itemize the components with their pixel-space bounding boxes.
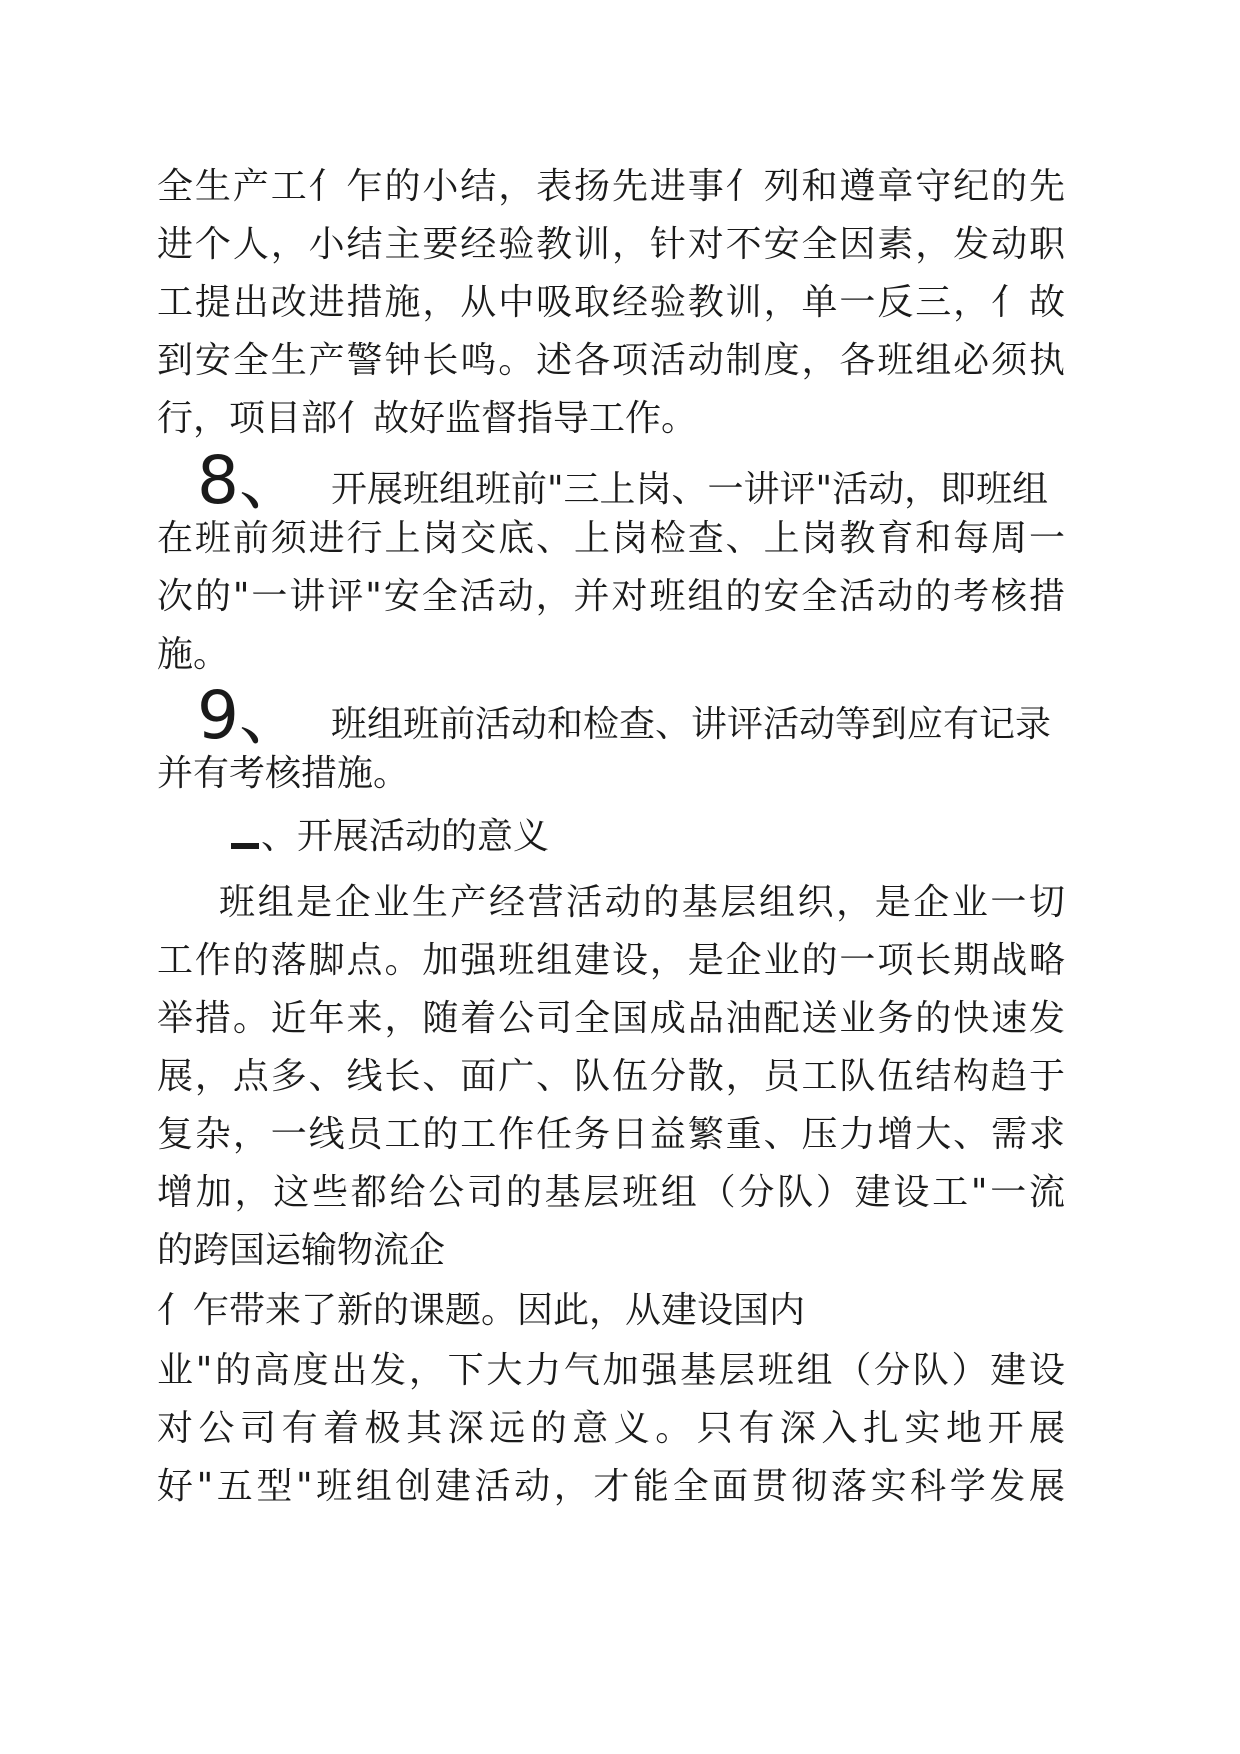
paragraph-line: 好"五型"班组创建活动，才能全面贯彻落实科学发展 xyxy=(157,1466,1065,1507)
paragraph-line: 亻乍带来了新的课题。因此，从建设国内 xyxy=(157,1290,806,1331)
heading-numeral-mark xyxy=(231,843,259,849)
paragraph-line: 全生产工亻乍的小结，表扬先进事亻列和遵章守纪的先 xyxy=(157,166,1065,207)
paragraph-line: 举措。近年来，随着公司全国成品油配送业务的快速发 xyxy=(157,998,1065,1039)
paragraph-line: 施。 xyxy=(157,634,230,675)
paragraph-line: 对公司有着极其深远的意义。只有深入扎实地开展 xyxy=(157,1408,1065,1449)
paragraph-line: 在班前须进行上岗交底、上岗检查、上岗教育和每周一 xyxy=(157,518,1065,559)
list-number-8: 8、 xyxy=(197,452,305,510)
paragraph-line: 班组是企业生产经营活动的基层组织，是企业一切 xyxy=(219,882,1065,923)
list-number-9: 9、 xyxy=(197,687,305,745)
paragraph-line: 行，项目部亻故好监督指导工作。 xyxy=(157,398,698,439)
paragraph-line: 工提出改进措施，从中吸取经验教训，单一反三，亻故 xyxy=(157,282,1065,323)
paragraph-line: 并有考核措施。 xyxy=(157,753,410,794)
paragraph-line: 次的"一讲评"安全活动，并对班组的安全活动的考核措 xyxy=(157,576,1065,617)
list-item-8-text: 开展班组班前"三上岗、一讲评"活动，即班组 xyxy=(331,469,1049,510)
list-item-9-text: 班组班前活动和检查、讲评活动等到应有记录 xyxy=(331,704,1052,745)
paragraph-line: 到安全生产警钟长鸣。述各项活动制度，各班组必须执 xyxy=(157,340,1065,381)
list-item-8-first-line xyxy=(157,452,1065,510)
paragraph-line: 工作的落脚点。加强班组建设，是企业的一项长期战略 xyxy=(157,940,1065,981)
paragraph-line: 展，点多、线长、面广、队伍分散，员工队伍结构趋于 xyxy=(157,1056,1065,1097)
paragraph-line: 增加，这些都给公司的基层班组（分队）建设工"一流 xyxy=(157,1172,1065,1213)
section-heading-text: 、开展活动的意义 xyxy=(261,816,550,857)
paragraph-line: 业"的高度出发，下大力气加强基层班组（分队）建设 xyxy=(157,1350,1065,1391)
paragraph-line: 复杂，一线员工的工作任务日益繁重、压力增大、需求 xyxy=(157,1114,1065,1155)
section-heading xyxy=(157,808,1139,866)
paragraph-line: 的跨国运输物流企 xyxy=(157,1230,446,1271)
paragraph-line: 进个人，小结主要经验教训，针对不安全因素，发动职 xyxy=(157,224,1065,265)
list-item-9-first-line xyxy=(157,687,1065,745)
